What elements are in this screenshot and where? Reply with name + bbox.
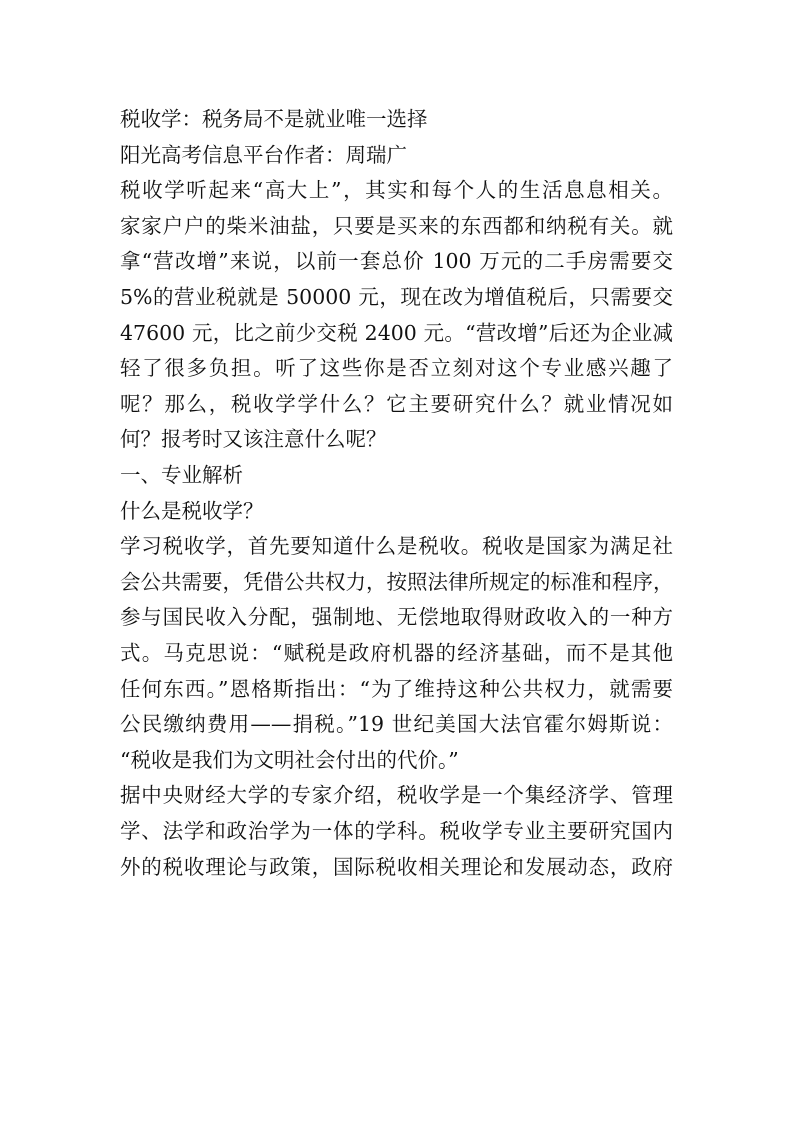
text-line: 何？报考时又该注意什么呢？	[120, 427, 387, 452]
text-line: 拿“营改增”来说，以前一套总价 100 万元的二手房需要交	[120, 249, 673, 274]
text-line: 参与国民收入分配，强制地、无偿地取得财政收入的一种方	[120, 605, 673, 630]
text-line: 什么是税收学？	[120, 498, 264, 523]
text-line: “税收是我们为文明社会付出的代价。”	[120, 747, 459, 772]
text-line: 式。马克思说：“赋税是政府机器的经济基础，而不是其他	[120, 641, 673, 665]
document-title: 税收学：税务局不是就业唯一选择	[120, 107, 428, 131]
document-byline: 阳光高考信息平台作者：周瑞广	[120, 142, 407, 167]
text-line: 学习税收学，首先要知道什么是税收。税收是国家为满足社	[120, 534, 673, 559]
text-line: 5%的营业税就是 50000 元，现在改为增值税后，只需要交	[120, 285, 673, 309]
text-line: 外的税收理论与政策，国际税收相关理论和发展动态，政府	[120, 854, 673, 879]
text-line: 47600 元，比之前少交税 2400 元。“营改增”后还为企业减	[120, 320, 673, 345]
text-line: 一、专业解析	[120, 463, 243, 487]
text-line: 轻了很多负担。听了这些你是否立刻对这个专业感兴趣了	[120, 356, 673, 381]
text-line: 呢？那么，税收学学什么？它主要研究什么？就业情况如	[120, 391, 673, 416]
text-line: 会公共需要，凭借公共权力，按照法律所规定的标准和程序，	[120, 569, 674, 594]
text-line: 税收学听起来“高大上”，其实和每个人的生活息息相关。	[120, 178, 673, 203]
text-line: 家家户户的柴米油盐，只要是买来的东西都和纳税有关。就	[120, 213, 673, 238]
text-line: 任何东西。”恩格斯指出：“为了维持这种公共权力，就需要	[120, 676, 673, 701]
text-line: 公民缴纳费用——捐税。”19 世纪美国大法官霍尔姆斯说：	[120, 712, 673, 737]
text-line: 据中央财经大学的专家介绍，税收学是一个集经济学、管理	[120, 783, 673, 808]
text-line: 学、法学和政治学为一体的学科。税收学专业主要研究国内	[120, 819, 673, 843]
